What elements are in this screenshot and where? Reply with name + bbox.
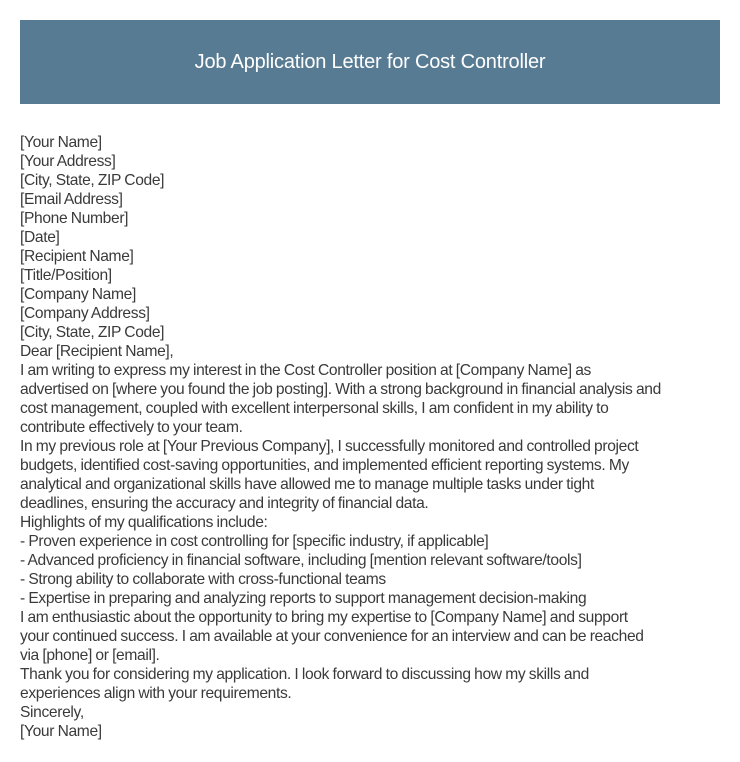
paragraph-line: advertised on [where you found the job posting]. With a strong background in financial analysis and bbox=[20, 381, 661, 398]
salutation: Dear [Recipient Name], bbox=[20, 343, 174, 360]
recipient-company: [Company Name] bbox=[20, 286, 136, 303]
sender-phone: [Phone Number] bbox=[20, 210, 129, 227]
paragraph-line: In my previous role at [Your Previous Company], I successfully monitored and controlled project bbox=[20, 438, 639, 455]
sender-email: [Email Address] bbox=[20, 191, 123, 208]
recipient-block bbox=[20, 247, 725, 342]
recipient-city-state-zip: [City, State, ZIP Code] bbox=[20, 324, 165, 341]
recipient-company-address: [Company Address] bbox=[20, 305, 150, 322]
paragraph-thanks bbox=[20, 665, 725, 703]
paragraph-intro bbox=[20, 361, 725, 437]
paragraph-line: experiences align with your requirements. bbox=[20, 685, 292, 702]
paragraph-enthusiasm bbox=[20, 608, 725, 665]
paragraph-line: via [phone] or [email]. bbox=[20, 647, 160, 664]
highlights-list bbox=[20, 532, 725, 608]
paragraph-line: deadlines, ensuring the accuracy and integrity of financial data. bbox=[20, 495, 429, 512]
letter-body bbox=[20, 133, 725, 741]
letter-date: [Date] bbox=[20, 229, 60, 246]
sender-name: [Your Name] bbox=[20, 134, 102, 151]
paragraph-line: analytical and organizational skills have allowed me to manage multiple tasks under tight bbox=[20, 476, 594, 493]
sender-city-state-zip: [City, State, ZIP Code] bbox=[20, 172, 165, 189]
paragraph-line: budgets, identified cost-saving opportunities, and implemented efficient reporting systems. My bbox=[20, 457, 629, 474]
highlights-intro: Highlights of my qualifications include: bbox=[20, 514, 268, 531]
highlight-item: - Advanced proficiency in financial software, including [mention relevant software/tools] bbox=[20, 552, 582, 569]
recipient-title: [Title/Position] bbox=[20, 267, 112, 284]
highlight-item: - Proven experience in cost controlling for [specific industry, if applicable] bbox=[20, 533, 489, 550]
page-title: Job Application Letter for Cost Controller bbox=[194, 50, 546, 73]
highlight-item: - Expertise in preparing and analyzing reports to support management decision-making bbox=[20, 590, 587, 607]
title-banner bbox=[20, 20, 720, 104]
signature: [Your Name] bbox=[20, 723, 102, 740]
highlight-item: - Strong ability to collaborate with cross-functional teams bbox=[20, 571, 386, 588]
sender-address: [Your Address] bbox=[20, 153, 116, 170]
closing: Sincerely, bbox=[20, 704, 84, 721]
sender-block bbox=[20, 133, 725, 247]
paragraph-line: contribute effectively to your team. bbox=[20, 419, 243, 436]
paragraph-line: cost management, coupled with excellent interpersonal skills, I am confident in my ability to bbox=[20, 400, 609, 417]
paragraph-line: your continued success. I am available at your convenience for an interview and can be reached bbox=[20, 628, 644, 645]
paragraph-line: I am enthusiastic about the opportunity to bring my expertise to [Company Name] and support bbox=[20, 609, 628, 626]
paragraph-line: Thank you for considering my application. I look forward to discussing how my skills and bbox=[20, 666, 589, 683]
paragraph-line: I am writing to express my interest in the Cost Controller position at [Company Name] as bbox=[20, 362, 591, 379]
recipient-name: [Recipient Name] bbox=[20, 248, 134, 265]
paragraph-experience bbox=[20, 437, 725, 513]
